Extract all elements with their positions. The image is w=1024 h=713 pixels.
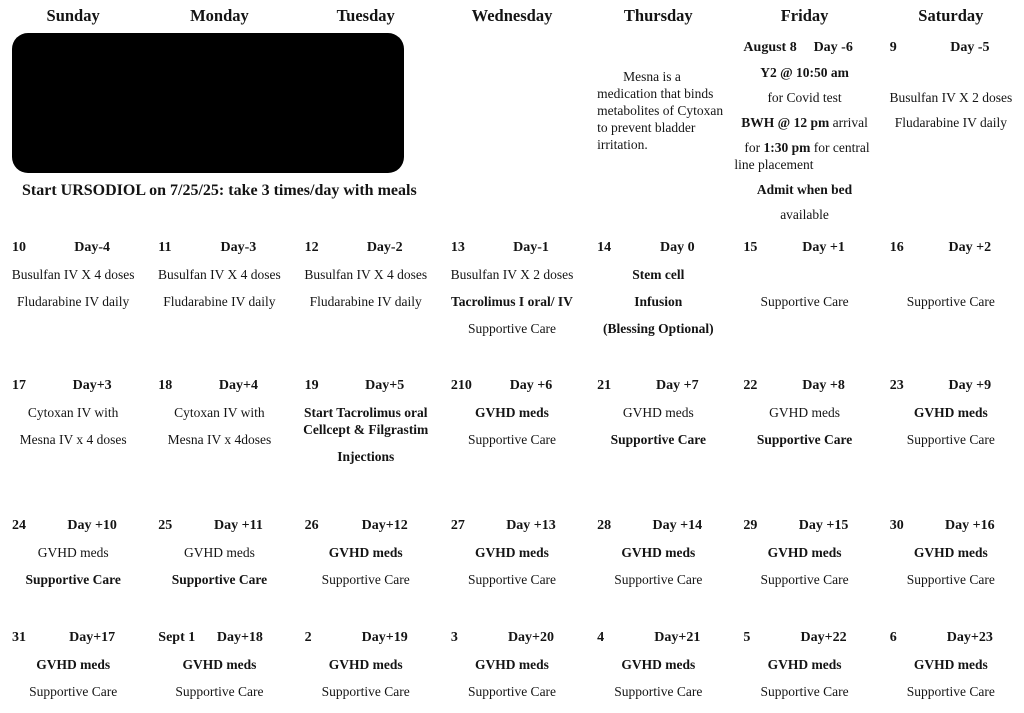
text-segment: Supportive Care bbox=[756, 432, 853, 447]
day-item bbox=[293, 448, 439, 465]
redacted-region bbox=[0, 32, 439, 232]
spacer-line bbox=[878, 64, 1024, 81]
text-segment: Stem cell bbox=[632, 267, 685, 282]
day-item bbox=[0, 266, 146, 283]
redaction-box bbox=[12, 33, 404, 173]
spacer-line bbox=[878, 266, 1024, 283]
date-line bbox=[293, 629, 439, 646]
day-cell bbox=[0, 510, 146, 622]
day-item bbox=[878, 571, 1024, 588]
text-segment: GVHD meds bbox=[475, 657, 549, 672]
day-cell bbox=[585, 370, 731, 510]
day-item bbox=[585, 656, 731, 673]
day-item bbox=[0, 683, 146, 700]
date-number: 3 bbox=[450, 630, 458, 645]
day-offset-label: Day+23 bbox=[946, 630, 993, 645]
day-offset-label: Day +1 bbox=[802, 240, 845, 255]
date-line bbox=[585, 629, 731, 646]
day-offset-label: Day +10 bbox=[67, 518, 117, 533]
date-line bbox=[293, 377, 439, 394]
mesna-note: Mesna is a medication that binds metabolites of Cytoxan to prevent bladder irritation. bbox=[597, 69, 724, 152]
day-item bbox=[146, 571, 292, 588]
day-offset-label: Day +7 bbox=[655, 378, 699, 393]
day-cell bbox=[146, 370, 292, 510]
date-number: 21 bbox=[597, 378, 612, 393]
weekday-header-saturday: Saturday bbox=[918, 6, 984, 25]
date-line bbox=[0, 377, 146, 394]
day-offset-label: Day-4 bbox=[74, 240, 111, 255]
day-item bbox=[731, 544, 877, 561]
text-segment: Supportive Care bbox=[614, 684, 703, 699]
text-segment: GVHD meds bbox=[767, 545, 842, 560]
date-line bbox=[878, 629, 1024, 646]
weekday-header-friday: Friday bbox=[780, 6, 829, 25]
text-segment: Start Tacrolimus oral Cellcept & Filgrastim bbox=[303, 405, 429, 437]
text-segment: Supportive Care bbox=[321, 684, 410, 699]
text-segment: Injections bbox=[337, 449, 395, 464]
date-number: 24 bbox=[12, 518, 26, 533]
date-number: 9 bbox=[889, 40, 897, 55]
text-segment: Supportive Care bbox=[610, 432, 706, 447]
date-number: 5 bbox=[743, 630, 751, 645]
day-item bbox=[293, 571, 439, 588]
text-segment: GVHD meds bbox=[769, 405, 840, 420]
day-offset-label: Day +9 bbox=[948, 378, 992, 393]
text-segment: Cytoxan IV with bbox=[27, 405, 119, 420]
text-segment: arrival bbox=[829, 115, 868, 130]
day-offset-label: Day -5 bbox=[950, 40, 990, 55]
date-number: 30 bbox=[889, 518, 904, 533]
text-segment: Supportive Care bbox=[175, 684, 264, 699]
date-number: 10 bbox=[12, 240, 26, 255]
date-number: August 8 bbox=[743, 40, 797, 55]
day-cell bbox=[878, 32, 1024, 232]
date-line bbox=[293, 517, 439, 534]
date-number: 13 bbox=[450, 240, 465, 255]
calendar-week bbox=[0, 232, 1024, 370]
calendar-weeks bbox=[0, 32, 1024, 713]
text-segment: Supportive Care bbox=[467, 321, 557, 336]
text-segment: GVHD meds bbox=[182, 657, 257, 672]
date-number: 4 bbox=[597, 630, 605, 645]
day-item bbox=[439, 683, 585, 700]
date-line bbox=[731, 39, 877, 56]
day-item bbox=[731, 64, 877, 81]
date-number: 15 bbox=[743, 240, 758, 255]
date-line bbox=[0, 517, 146, 534]
text-segment: Supportive Care bbox=[760, 684, 849, 699]
calendar-week bbox=[0, 622, 1024, 713]
day-cell bbox=[878, 510, 1024, 622]
date-line bbox=[731, 629, 877, 646]
day-cell bbox=[878, 232, 1024, 370]
text-segment: Busulfan IV X 2 doses bbox=[450, 267, 574, 282]
text-segment: Busulfan IV X 4 doses bbox=[158, 267, 281, 282]
day-item bbox=[585, 293, 731, 310]
day-cell bbox=[878, 370, 1024, 510]
date-line bbox=[731, 239, 877, 256]
day-offset-label: Day+20 bbox=[507, 630, 555, 645]
text-segment: Supportive Care bbox=[614, 572, 703, 587]
day-item bbox=[439, 656, 585, 673]
text-segment: Mesna IV x 4 doses bbox=[19, 432, 127, 447]
text-segment: for central line placement bbox=[734, 140, 870, 172]
day-offset-label: Day+3 bbox=[72, 378, 112, 393]
day-item bbox=[146, 656, 292, 673]
day-item bbox=[585, 404, 731, 421]
day-item bbox=[878, 656, 1024, 673]
day-cell bbox=[0, 622, 146, 713]
day-offset-label: Day +13 bbox=[506, 518, 556, 533]
text-segment: for Covid test bbox=[767, 90, 842, 105]
day-cell bbox=[731, 32, 877, 232]
day-item bbox=[585, 544, 731, 561]
day-cell bbox=[731, 370, 877, 510]
text-segment: GVHD meds bbox=[622, 405, 694, 420]
day-cell bbox=[439, 622, 585, 713]
date-line bbox=[146, 629, 292, 646]
text-segment: (Blessing Optional) bbox=[602, 321, 714, 336]
day-offset-label: Day+5 bbox=[365, 378, 405, 393]
day-item bbox=[585, 431, 731, 448]
day-item bbox=[293, 266, 439, 283]
text-segment: GVHD meds bbox=[183, 545, 255, 560]
date-number: 23 bbox=[889, 378, 904, 393]
day-item bbox=[731, 656, 877, 673]
text-segment: available bbox=[780, 207, 829, 222]
day-item bbox=[146, 683, 292, 700]
day-item bbox=[878, 431, 1024, 448]
day-item bbox=[439, 404, 585, 421]
date-number: 25 bbox=[158, 518, 173, 533]
text-segment: Supportive Care bbox=[906, 432, 995, 447]
text-segment: Supportive Care bbox=[29, 684, 118, 699]
weekday-header-thursday: Thursday bbox=[623, 6, 693, 25]
text-segment: BWH @ 12 pm bbox=[741, 115, 830, 130]
text-segment: GVHD meds bbox=[328, 657, 403, 672]
day-item bbox=[731, 683, 877, 700]
text-segment: Supportive Care bbox=[906, 572, 995, 587]
day-item bbox=[878, 544, 1024, 561]
text-segment: Supportive Care bbox=[760, 572, 849, 587]
text-segment: Supportive Care bbox=[321, 572, 410, 587]
text-segment: Y2 @ 10:50 am bbox=[760, 65, 849, 80]
day-offset-label: Day+18 bbox=[216, 630, 263, 645]
date-number: 2 bbox=[304, 630, 312, 645]
text-segment: GVHD meds bbox=[767, 657, 842, 672]
day-item bbox=[585, 266, 731, 283]
day-item bbox=[0, 571, 146, 588]
day-item bbox=[585, 683, 731, 700]
calendar-week bbox=[0, 370, 1024, 510]
date-number: 16 bbox=[889, 240, 904, 255]
text-segment: GVHD meds bbox=[621, 657, 696, 672]
day-item bbox=[731, 181, 877, 198]
text-segment: GVHD meds bbox=[328, 545, 403, 560]
date-line bbox=[878, 239, 1024, 256]
day-offset-label: Day+22 bbox=[800, 630, 847, 645]
day-cell bbox=[146, 232, 292, 370]
date-number: 22 bbox=[743, 378, 758, 393]
date-line bbox=[439, 377, 585, 394]
date-line bbox=[0, 629, 146, 646]
day-offset-label: Day +2 bbox=[948, 240, 992, 255]
text-segment: Admit when bed bbox=[756, 182, 853, 197]
day-item bbox=[731, 89, 877, 106]
date-number: 11 bbox=[158, 240, 172, 255]
day-cell bbox=[293, 510, 439, 622]
day-item bbox=[731, 293, 877, 310]
text-segment: Cytoxan IV with bbox=[174, 405, 265, 420]
day-offset-label: Day-1 bbox=[513, 240, 549, 255]
date-line bbox=[439, 517, 585, 534]
day-item bbox=[878, 293, 1024, 310]
day-item bbox=[293, 293, 439, 310]
text-segment: Infusion bbox=[634, 294, 683, 309]
date-number: 28 bbox=[597, 518, 612, 533]
day-item bbox=[585, 571, 731, 588]
day-offset-label: Day+19 bbox=[361, 630, 408, 645]
date-line bbox=[878, 39, 1024, 56]
date-number: 18 bbox=[158, 378, 173, 393]
day-item bbox=[439, 571, 585, 588]
day-cell bbox=[585, 622, 731, 713]
day-offset-label: Day-3 bbox=[220, 240, 257, 255]
date-line bbox=[585, 377, 731, 394]
text-segment: Tacrolimus I oral/ IV bbox=[451, 294, 573, 309]
day-item bbox=[293, 656, 439, 673]
text-segment: Supportive Care bbox=[467, 432, 557, 447]
date-line bbox=[878, 517, 1024, 534]
date-line bbox=[293, 239, 439, 256]
calendar-week bbox=[0, 32, 1024, 232]
text-segment: Supportive Care bbox=[467, 684, 557, 699]
date-line bbox=[585, 517, 731, 534]
text-segment: Fludarabine IV daily bbox=[163, 294, 276, 309]
date-line bbox=[439, 629, 585, 646]
date-number: Sept 1 bbox=[158, 630, 196, 645]
text-segment: 1:30 pm bbox=[763, 140, 811, 155]
day-item bbox=[146, 404, 292, 421]
text-segment: Busulfan IV X 4 doses bbox=[304, 267, 428, 282]
text-segment: Busulfan IV X 2 doses bbox=[889, 90, 1013, 105]
day-item bbox=[146, 266, 292, 283]
date-line bbox=[439, 239, 585, 256]
date-number: 19 bbox=[304, 378, 319, 393]
date-number: 17 bbox=[12, 378, 26, 393]
day-item bbox=[731, 139, 877, 173]
date-line bbox=[0, 239, 146, 256]
day-offset-label: Day+17 bbox=[69, 630, 116, 645]
day-cell bbox=[293, 622, 439, 713]
day-item bbox=[146, 293, 292, 310]
text-segment: GVHD meds bbox=[37, 545, 109, 560]
day-item bbox=[878, 404, 1024, 421]
weekday-header-wednesday: Wednesday bbox=[471, 6, 553, 25]
date-number: 12 bbox=[304, 240, 319, 255]
day-item bbox=[0, 293, 146, 310]
text-segment: Mesna IV x 4doses bbox=[167, 432, 272, 447]
day-cell bbox=[439, 510, 585, 622]
day-item bbox=[0, 544, 146, 561]
day-offset-label: Day +16 bbox=[945, 518, 995, 533]
day-item bbox=[439, 266, 585, 283]
date-number: 6 bbox=[889, 630, 897, 645]
text-segment: Fludarabine IV daily bbox=[17, 294, 130, 309]
mesna-note-cell bbox=[585, 32, 731, 232]
day-cell bbox=[146, 510, 292, 622]
day-cell bbox=[439, 232, 585, 370]
text-segment: for bbox=[744, 140, 764, 155]
weekday-header-tuesday: Tuesday bbox=[336, 6, 395, 25]
day-item bbox=[731, 114, 877, 131]
text-segment: Supportive Care bbox=[25, 572, 121, 587]
empty-cell bbox=[439, 32, 585, 232]
day-offset-label: Day 0 bbox=[659, 240, 695, 255]
text-segment: Supportive Care bbox=[467, 572, 557, 587]
text-segment: Fludarabine IV daily bbox=[309, 294, 422, 309]
day-offset-label: Day +14 bbox=[652, 518, 703, 533]
day-item bbox=[0, 656, 146, 673]
day-cell bbox=[0, 370, 146, 510]
day-cell bbox=[293, 232, 439, 370]
day-item bbox=[731, 404, 877, 421]
day-cell bbox=[878, 622, 1024, 713]
day-cell bbox=[731, 232, 877, 370]
day-item bbox=[439, 544, 585, 561]
text-segment: GVHD meds bbox=[621, 545, 696, 560]
day-item bbox=[146, 544, 292, 561]
day-item bbox=[878, 683, 1024, 700]
day-offset-label: Day+4 bbox=[218, 378, 258, 393]
day-item bbox=[439, 320, 585, 337]
day-offset-label: Day +15 bbox=[798, 518, 849, 533]
day-cell bbox=[731, 622, 877, 713]
date-line bbox=[146, 517, 292, 534]
day-item bbox=[0, 431, 146, 448]
day-item bbox=[439, 293, 585, 310]
day-cell bbox=[585, 510, 731, 622]
day-item bbox=[146, 431, 292, 448]
day-item bbox=[585, 320, 731, 337]
text-segment: GVHD meds bbox=[913, 405, 988, 420]
date-line bbox=[731, 377, 877, 394]
date-line bbox=[146, 239, 292, 256]
day-item bbox=[731, 431, 877, 448]
date-number: 27 bbox=[450, 518, 465, 533]
date-line bbox=[731, 517, 877, 534]
day-item bbox=[0, 404, 146, 421]
text-segment: Fludarabine IV daily bbox=[894, 115, 1007, 130]
day-offset-label: Day -6 bbox=[813, 40, 853, 55]
text-segment: GVHD meds bbox=[913, 545, 988, 560]
day-item bbox=[731, 571, 877, 588]
day-cell bbox=[0, 232, 146, 370]
day-offset-label: Day-2 bbox=[366, 240, 403, 255]
weekday-header-row bbox=[0, 0, 1024, 32]
day-cell bbox=[731, 510, 877, 622]
text-segment: GVHD meds bbox=[36, 657, 111, 672]
spacer-line bbox=[731, 266, 877, 283]
date-number: 14 bbox=[597, 240, 612, 255]
day-offset-label: Day+12 bbox=[361, 518, 408, 533]
weekday-header-monday: Monday bbox=[190, 6, 249, 25]
date-line bbox=[878, 377, 1024, 394]
text-segment: GVHD meds bbox=[913, 657, 988, 672]
day-offset-label: Day +6 bbox=[509, 378, 553, 393]
day-cell bbox=[146, 622, 292, 713]
weekday-header-sunday: Sunday bbox=[46, 6, 100, 25]
date-line bbox=[146, 377, 292, 394]
text-segment: GVHD meds bbox=[475, 545, 549, 560]
date-number: 29 bbox=[743, 518, 758, 533]
date-number: 210 bbox=[450, 378, 472, 393]
day-item bbox=[439, 431, 585, 448]
text-segment: Supportive Care bbox=[906, 684, 995, 699]
day-cell bbox=[439, 370, 585, 510]
day-offset-label: Day +11 bbox=[214, 518, 263, 533]
date-line bbox=[585, 239, 731, 256]
text-segment: GVHD meds bbox=[475, 405, 549, 420]
day-item bbox=[293, 404, 439, 438]
text-segment: Supportive Care bbox=[171, 572, 268, 587]
calendar-week bbox=[0, 510, 1024, 622]
day-offset-label: Day +8 bbox=[802, 378, 845, 393]
day-item bbox=[293, 683, 439, 700]
text-segment: Supportive Care bbox=[760, 294, 849, 309]
day-offset-label: Day+21 bbox=[654, 630, 701, 645]
day-item bbox=[878, 114, 1024, 131]
day-cell bbox=[585, 232, 731, 370]
date-number: 26 bbox=[304, 518, 319, 533]
day-item bbox=[878, 89, 1024, 106]
text-segment: Supportive Care bbox=[906, 294, 995, 309]
day-cell bbox=[293, 370, 439, 510]
day-item bbox=[731, 206, 877, 223]
ursodiol-note: Start URSODIOL on 7/25/25: take 3 times/day with meals bbox=[22, 182, 417, 199]
date-number: 31 bbox=[12, 630, 26, 645]
text-segment: Busulfan IV X 4 doses bbox=[11, 267, 135, 282]
day-item bbox=[293, 544, 439, 561]
